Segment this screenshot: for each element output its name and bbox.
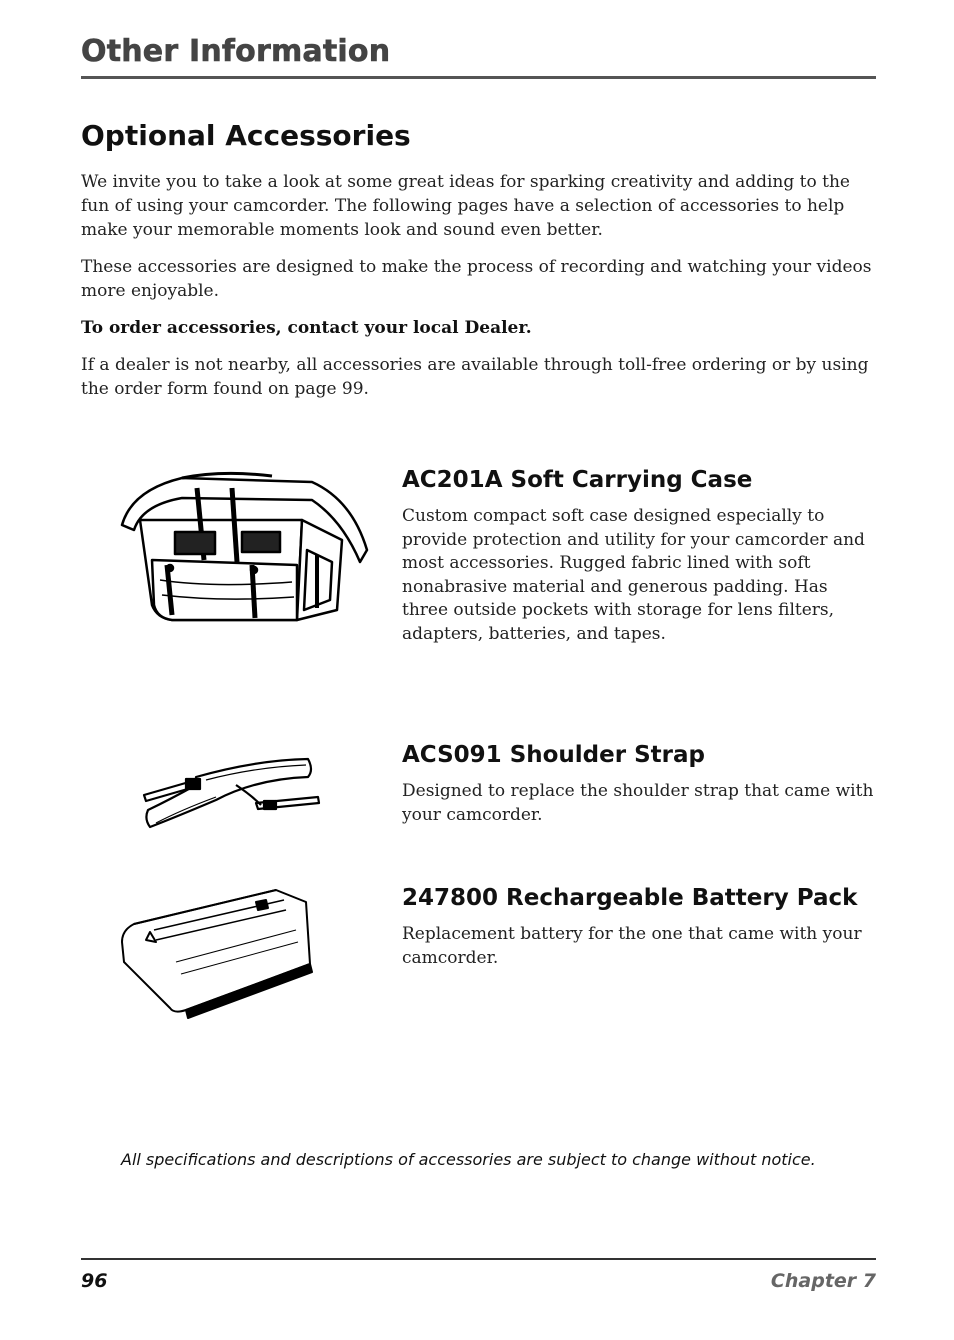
accessory-description: Custom compact soft case designed especially to provide protection and utility for your camcorder and most accessories. Rugged fabric lined with soft nonabrasive material and generous padding. Has three outside pockets with storage for lens filters, adapters, batteries, and tapes. — [402, 506, 865, 644]
section-header — [81, 30, 876, 79]
order-instruction: To order accessories, contact your local Dealer. — [81, 318, 532, 338]
section-title: Other Information — [81, 34, 391, 69]
accessory-description: Designed to replace the shoulder strap that came with your camcorder. — [402, 781, 874, 825]
accessory-battery-pack — [402, 881, 877, 970]
intro-paragraph: If a dealer is not nearby, all accessories are available through toll-free ordering or by using the order form found on page 99. — [81, 355, 869, 399]
chapter-label: Chapter 7 — [770, 1270, 876, 1292]
accessory-description: Replacement battery for the one that came with your camcorder. — [402, 924, 862, 968]
intro-paragraph: These accessories are designed to make the process of recording and watching your videos more enjoyable. — [81, 257, 872, 301]
accessory-title: AC201A Soft Carrying Case — [402, 467, 753, 493]
page-title: Optional Accessories — [81, 119, 411, 152]
page-number: 96 — [81, 1270, 108, 1292]
accessory-shoulder-strap — [402, 738, 877, 827]
carrying-case-icon — [112, 470, 372, 650]
accessory-title: ACS091 Shoulder Strap — [402, 742, 705, 768]
battery-pack-icon — [116, 882, 318, 1022]
shoulder-strap-icon — [136, 755, 324, 830]
intro-text — [81, 170, 876, 414]
accessory-carrying-case — [402, 463, 877, 647]
disclaimer-note: All specifications and descriptions of accessories are subject to change without notice. — [121, 1150, 816, 1169]
accessory-title: 247800 Rechargeable Battery Pack — [402, 885, 858, 911]
page-footer — [81, 1258, 876, 1302]
intro-paragraph: We invite you to take a look at some great ideas for sparking creativity and adding to the fun of using your camcorder. The following pages have a selection of accessories to help make your memorable moments look and sound even better. — [81, 172, 850, 240]
